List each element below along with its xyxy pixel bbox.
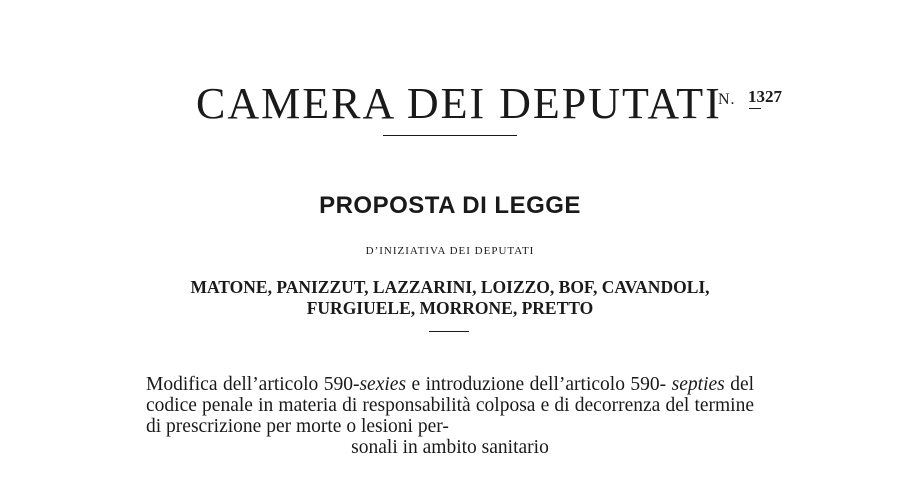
- authors-divider: [429, 331, 469, 332]
- title-text-4: sonali in ambito sanitario: [351, 437, 549, 458]
- title-text-3: del codice penale in materia di responsabilità colposa e di decorrenza del termine di prescrizione per morte o lesioni per-: [146, 374, 755, 437]
- document-header: [0, 78, 900, 138]
- authors-block: [120, 277, 780, 319]
- bill-number: 1327: [748, 87, 782, 106]
- authors-line-2: FURGIUELE, MORRONE, PRETTO: [306, 298, 594, 318]
- initiative-label: D’INIZIATIVA DEI DEPUTATI: [365, 245, 535, 257]
- chamber-name: CAMERA DEI DEPUTATI: [196, 79, 722, 128]
- title-text-2: e introduzione dell’articolo 590-: [406, 374, 667, 395]
- authors-line-1: MATONE, PANIZZUT, LAZZARINI, LOIZZO, BOF, CAVANDOLI,: [190, 277, 710, 297]
- number-dash: [749, 108, 761, 109]
- title-text-1: Modifica dell’articolo 590-: [146, 374, 360, 395]
- header-divider: [383, 135, 517, 136]
- bill-title: [146, 374, 754, 458]
- title-italic-sexies: sexies: [359, 374, 407, 395]
- document-type: PROPOSTA DI LEGGE: [319, 192, 581, 219]
- title-italic-septies: septies: [671, 374, 725, 395]
- number-label: N.: [718, 91, 736, 108]
